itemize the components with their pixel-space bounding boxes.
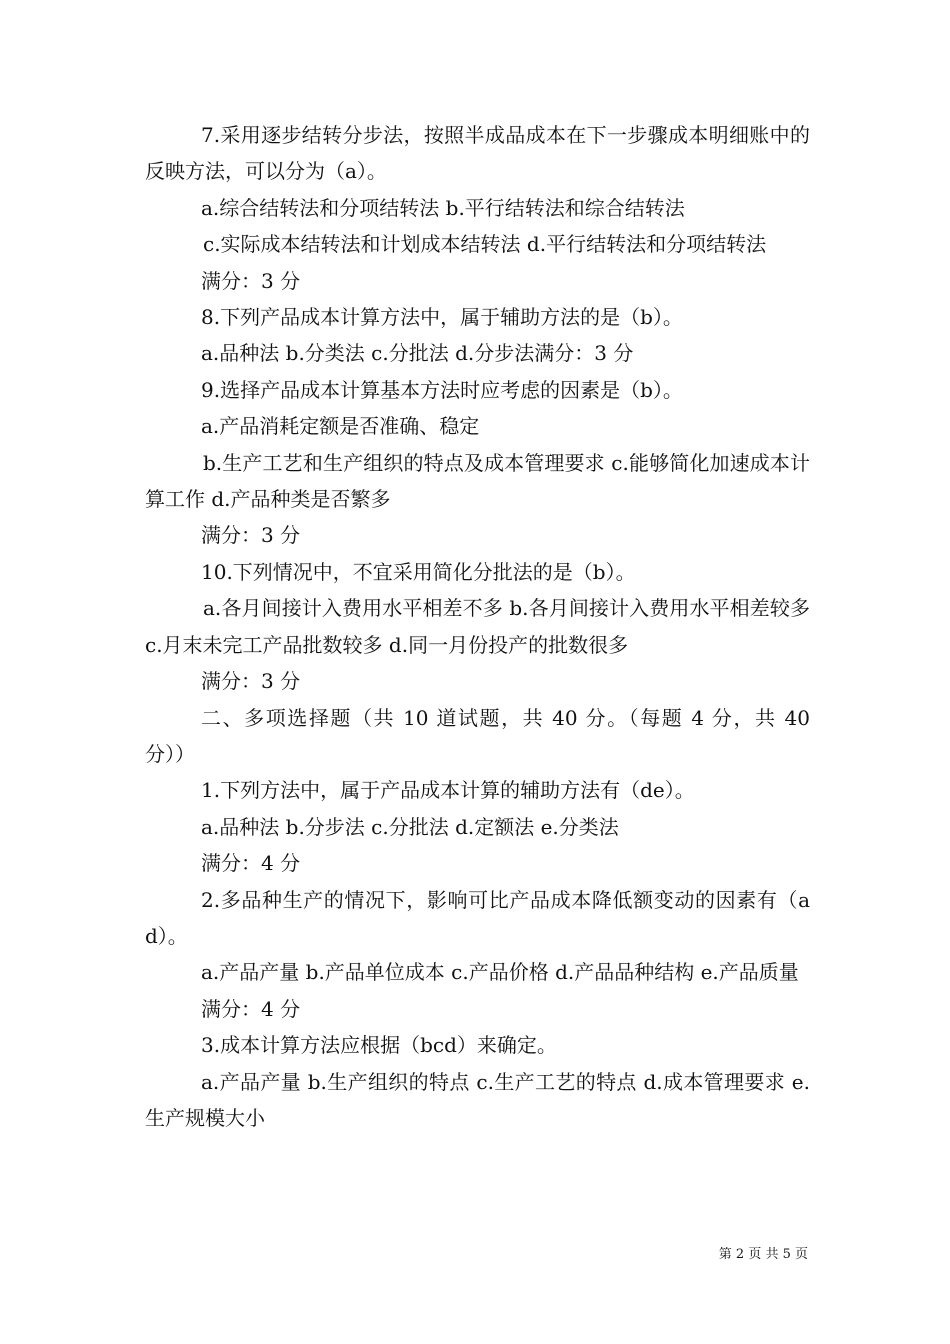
document-paragraph: 满分：3 分 (201, 669, 301, 694)
document-paragraph: 7.采用逐步结转分步法，按照半成品成本在下一步骤成本明细账中的反映方法，可以分为（a）。 (145, 123, 810, 184)
document-paragraph: 1.下列方法中，属于产品成本计算的辅助方法有（de）。 (201, 778, 695, 803)
document-paragraph: 10.下列情况中，不宜采用简化分批法的是（b）。 (201, 559, 636, 584)
document-paragraph: a.产品消耗定额是否准确、稳定 (201, 414, 480, 439)
document-paragraph: 满分：3 分 (201, 523, 301, 548)
document-paragraph: 满分：4 分 (201, 851, 301, 876)
document-paragraph: a.品种法 b.分类法 c.分批法 d.分步法满分：3 分 (201, 341, 634, 366)
page-number-footer: 第 2 页 共 5 页 (718, 1247, 808, 1262)
document-paragraph: a.产品产量 b.生产组织的特点 c.生产工艺的特点 d.成本管理要求 e.生产规模大小 (145, 1069, 810, 1130)
document-paragraph: 满分：4 分 (201, 996, 301, 1021)
document-paragraph: 3.成本计算方法应根据（bcd）来确定。 (201, 1033, 557, 1058)
document-paragraph: 满分：3 分 (201, 268, 301, 293)
document-paragraph: a.综合结转法和分项结转法 b.平行结转法和综合结转法 (201, 195, 685, 220)
document-paragraph: 8.下列产品成本计算方法中，属于辅助方法的是（b）。 (201, 305, 683, 330)
document-paragraph: a.品种法 b.分步法 c.分批法 d.定额法 e.分类法 (201, 814, 619, 839)
document-paragraph: 二、多项选择题（共 10 道试题，共 40 分。（每题 4 分，共 40 分）） (145, 705, 810, 766)
document-paragraph: a.产品产量 b.产品单位成本 c.产品价格 d.产品品种结构 e.产品质量 (201, 960, 799, 985)
document-paragraph: 9.选择产品成本计算基本方法时应考虑的因素是（b）。 (201, 377, 683, 402)
document-paragraph: c.实际成本结转法和计划成本结转法 d.平行结转法和分项结转法 (203, 232, 767, 257)
document-paragraph: b.生产工艺和生产组织的特点及成本管理要求 c.能够简化加速成本计算工作 d.产品种类是否繁多 (145, 450, 810, 512)
document-paragraph: a.各月间接计入费用水平相差不多 b.各月间接计入费用水平相差较多 c.月末未完工产品批数较多 d.同一月份投产的批数很多 (145, 596, 810, 657)
document-body (145, 117, 810, 1136)
document-paragraph: 2.多品种生产的情况下，影响可比产品成本降低额变动的因素有（ad）。 (145, 887, 810, 948)
